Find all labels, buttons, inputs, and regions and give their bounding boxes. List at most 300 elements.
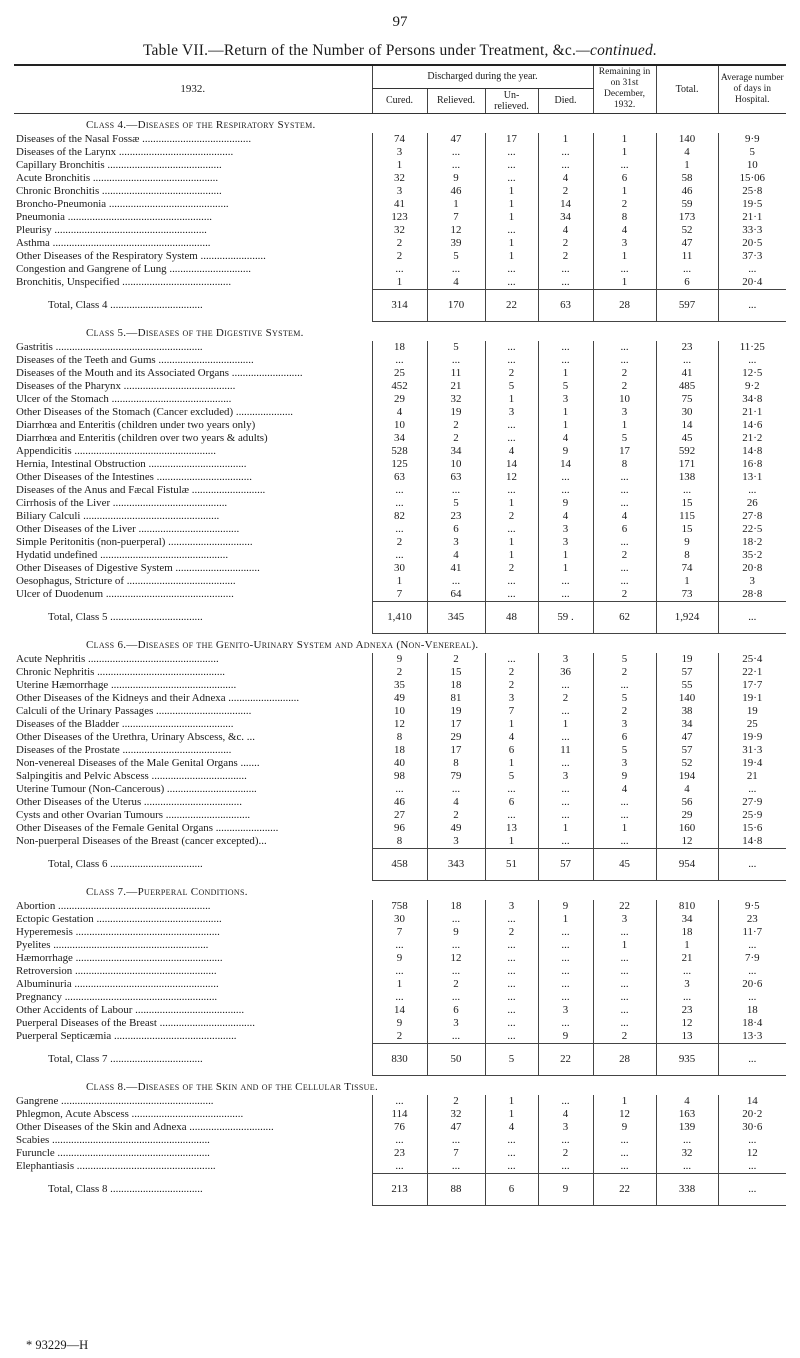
cell-value: 1: [485, 185, 538, 198]
cell-value: 1: [485, 393, 538, 406]
return-table: [14, 66, 786, 1206]
cell-value: ...: [485, 783, 538, 796]
cell-value: 3: [485, 900, 538, 913]
cell-value: 12: [427, 952, 485, 965]
cell-value: 9: [372, 653, 427, 666]
cell-value: 47: [656, 237, 718, 250]
cell-value: 21·1: [718, 406, 786, 419]
cell-value: 3: [593, 757, 656, 770]
row-label: Diseases of the Larynx ..........................................: [16, 145, 234, 158]
cell-value: 14·8: [718, 445, 786, 458]
cell-value: 5: [593, 692, 656, 705]
cell-value: ...: [485, 341, 538, 354]
class-title: Class 4.—Diseases of the Respiratory System.: [86, 118, 316, 131]
cell-value: 4: [485, 445, 538, 458]
cell-value: 123: [372, 211, 427, 224]
cell-value: 3: [485, 692, 538, 705]
cell-value: 17: [485, 133, 538, 146]
row-label: Asthma ..........................................................: [16, 236, 211, 249]
cell-value: ...: [538, 1134, 593, 1147]
total-value: 22: [485, 289, 538, 321]
cell-value: 4: [485, 731, 538, 744]
cell-value: 3: [427, 1017, 485, 1030]
total-row: [14, 1173, 786, 1205]
cell-value: 23: [427, 510, 485, 523]
cell-value: 16·8: [718, 458, 786, 471]
total-value: 28: [593, 289, 656, 321]
cell-value: 82: [372, 510, 427, 523]
total-value: 9: [538, 1173, 593, 1205]
total-value: 1,410: [372, 601, 427, 633]
row-label: Congestion and Gangrene of Lung ..............................: [16, 262, 252, 275]
table-row: [14, 575, 786, 588]
row-label: Hernia, Intestinal Obstruction ....................................: [16, 457, 247, 470]
cell-value: ...: [593, 497, 656, 510]
cell-value: ...: [656, 1160, 718, 1174]
table-row: [14, 718, 786, 731]
total-value: 338: [656, 1173, 718, 1205]
cell-value: 20·4: [718, 276, 786, 290]
total-value: 45: [593, 848, 656, 880]
row-label: Pleurisy ........................................................: [16, 223, 207, 236]
row-label: Diseases of the Pharynx .........................................: [16, 379, 236, 392]
class-header-row: [14, 113, 786, 133]
cell-value: 8: [593, 458, 656, 471]
row-label: Other Diseases of the Urethra, Urinary Abscess, &c. ...: [16, 730, 255, 743]
table-row: [14, 159, 786, 172]
cell-value: 12: [427, 224, 485, 237]
cell-value: ...: [427, 484, 485, 497]
row-label: Appendicitis ....................................................: [16, 444, 216, 457]
cell-value: 30: [372, 562, 427, 575]
cell-value: ...: [538, 705, 593, 718]
row-label: Uterine Tumour (Non-Cancerous) .................................: [16, 782, 257, 795]
cell-value: ...: [538, 1095, 593, 1108]
cell-value: 3: [538, 1121, 593, 1134]
row-label: Hydatid undefined ...............................................: [16, 548, 229, 561]
cell-value: 4: [593, 224, 656, 237]
cell-value: 3: [656, 978, 718, 991]
cell-value: 21: [718, 770, 786, 783]
cell-value: 194: [656, 770, 718, 783]
cell-value: ...: [485, 965, 538, 978]
cell-value: ...: [485, 276, 538, 290]
cell-value: 6: [485, 796, 538, 809]
total-value: 170: [427, 289, 485, 321]
table-row: [14, 900, 786, 913]
cell-value: ...: [718, 484, 786, 497]
cell-value: 19: [427, 705, 485, 718]
total-value: 1,924: [656, 601, 718, 633]
total-value: ...: [718, 1043, 786, 1075]
cell-value: 3: [593, 237, 656, 250]
cell-value: 74: [372, 133, 427, 146]
class-header-row: [14, 321, 786, 341]
cell-value: 13·3: [718, 1030, 786, 1044]
cell-value: ...: [593, 978, 656, 991]
cell-value: 114: [372, 1108, 427, 1121]
cell-value: 1: [427, 198, 485, 211]
cell-value: 3: [593, 718, 656, 731]
total-value: 51: [485, 848, 538, 880]
cell-value: 3: [593, 913, 656, 926]
cell-value: ...: [485, 1004, 538, 1017]
class-title: Class 8.—Diseases of the Skin and of the Cellular Tissue.: [86, 1080, 378, 1093]
cell-value: ...: [538, 679, 593, 692]
page-number: 97: [392, 14, 408, 30]
cell-value: 12: [718, 1147, 786, 1160]
cell-value: 64: [427, 588, 485, 602]
cell-value: 4: [656, 146, 718, 159]
cell-value: 35·2: [718, 549, 786, 562]
cell-value: ...: [538, 159, 593, 172]
row-label: Other Accidents of Labour ........................................: [16, 1003, 245, 1016]
total-value: ...: [718, 289, 786, 321]
cell-value: ...: [538, 471, 593, 484]
total-label: Total, Class 4 ..................................: [48, 298, 203, 311]
cell-value: 7: [427, 211, 485, 224]
cell-value: 18: [372, 341, 427, 354]
cell-value: 4: [656, 1095, 718, 1108]
cell-value: 73: [656, 588, 718, 602]
cell-value: ...: [538, 809, 593, 822]
row-label: Salpingitis and Pelvic Abscess ...................................: [16, 769, 247, 782]
cell-value: 1: [538, 133, 593, 146]
cell-value: 38: [656, 705, 718, 718]
cell-value: ...: [485, 354, 538, 367]
cell-value: 9: [427, 172, 485, 185]
cell-value: 23: [718, 913, 786, 926]
cell-value: ...: [427, 991, 485, 1004]
cell-value: ...: [593, 354, 656, 367]
cell-value: 4: [538, 172, 593, 185]
row-label: Non-venereal Diseases of the Male Genital Organs .......: [16, 756, 260, 769]
table-row: [14, 250, 786, 263]
cell-value: 2: [372, 237, 427, 250]
row-label: Other Diseases of the Respiratory System ........................: [16, 249, 266, 262]
cell-value: ...: [372, 783, 427, 796]
row-label: Diseases of the Anus and Fæcal Fistulæ ...........................: [16, 483, 266, 496]
cell-value: 25·8: [718, 185, 786, 198]
row-label: Other Diseases of the Female Genital Organs .......................: [16, 821, 279, 834]
cell-value: 52: [656, 224, 718, 237]
cell-value: ...: [593, 835, 656, 849]
table-row: [14, 692, 786, 705]
cell-value: 1: [485, 757, 538, 770]
row-label: Capillary Bronchitis ..........................................: [16, 158, 222, 171]
cell-value: 19: [656, 653, 718, 666]
cell-value: ...: [718, 1134, 786, 1147]
cell-value: 41: [427, 562, 485, 575]
cell-value: 96: [372, 822, 427, 835]
cell-value: 23: [372, 1147, 427, 1160]
cell-value: 18·4: [718, 1017, 786, 1030]
cell-value: 4: [656, 783, 718, 796]
table-row: [14, 562, 786, 575]
table-row: [14, 172, 786, 185]
cell-value: 12: [593, 1108, 656, 1121]
cell-value: 9·9: [718, 133, 786, 146]
cell-value: 14·8: [718, 835, 786, 849]
table-row: [14, 276, 786, 290]
row-label: Calculi of the Urinary Passages ...................................: [16, 704, 252, 717]
row-label: Broncho-Pneumonia ............................................: [16, 197, 229, 210]
cell-value: 11·7: [718, 926, 786, 939]
table-header: [14, 66, 786, 113]
table-row: [14, 679, 786, 692]
cell-value: ...: [485, 913, 538, 926]
table-row: [14, 783, 786, 796]
table-row: [14, 1134, 786, 1147]
cell-value: ...: [538, 796, 593, 809]
cell-value: 1: [485, 198, 538, 211]
class-header-row: [14, 880, 786, 900]
cell-value: 4: [538, 1108, 593, 1121]
cell-value: ...: [485, 1134, 538, 1147]
cell-value: ...: [593, 1147, 656, 1160]
cell-value: 63: [372, 471, 427, 484]
cell-value: 49: [372, 692, 427, 705]
table-row: [14, 939, 786, 952]
cell-value: ...: [427, 263, 485, 276]
table-row: [14, 185, 786, 198]
cell-value: 1: [656, 575, 718, 588]
cell-value: 4: [427, 796, 485, 809]
cell-value: 2: [538, 250, 593, 263]
table-row: [14, 731, 786, 744]
cell-value: 125: [372, 458, 427, 471]
row-label: Scabies ..........................................................: [16, 1133, 210, 1146]
cell-value: 3: [427, 835, 485, 849]
cell-value: 2: [593, 588, 656, 602]
total-label: Total, Class 6 ..................................: [48, 857, 203, 870]
cell-value: 15: [656, 523, 718, 536]
table-row: [14, 809, 786, 822]
cell-value: 4: [372, 406, 427, 419]
cell-value: 5: [593, 432, 656, 445]
cell-value: ...: [538, 783, 593, 796]
cell-value: 31·3: [718, 744, 786, 757]
cell-value: 9: [593, 1121, 656, 1134]
row-label: Retroversion ....................................................: [16, 964, 217, 977]
cell-value: ...: [538, 965, 593, 978]
cell-value: 2: [593, 666, 656, 679]
cell-value: ...: [538, 484, 593, 497]
cell-value: 1: [372, 159, 427, 172]
cell-value: 20·2: [718, 1108, 786, 1121]
total-value: 50: [427, 1043, 485, 1075]
cell-value: 19·1: [718, 692, 786, 705]
table-row: [14, 458, 786, 471]
cell-value: 2: [485, 926, 538, 939]
total-header: Total.: [656, 66, 718, 113]
cell-value: ...: [718, 991, 786, 1004]
table-row: [14, 653, 786, 666]
cell-value: ...: [485, 991, 538, 1004]
cell-value: 3: [718, 575, 786, 588]
cell-value: ...: [485, 952, 538, 965]
cell-value: 3: [538, 393, 593, 406]
cell-value: 36: [538, 666, 593, 679]
relieved-header: Relieved.: [427, 88, 485, 113]
cell-value: 14·6: [718, 419, 786, 432]
cell-value: ...: [427, 939, 485, 952]
total-value: 22: [593, 1173, 656, 1205]
cell-value: 9: [538, 900, 593, 913]
cell-value: ...: [372, 1134, 427, 1147]
table-row: [14, 1160, 786, 1174]
total-value: ...: [718, 848, 786, 880]
table-row: [14, 432, 786, 445]
cell-value: 1: [372, 575, 427, 588]
cell-value: ...: [427, 159, 485, 172]
cell-value: 485: [656, 380, 718, 393]
cell-value: 18: [718, 1004, 786, 1017]
table-row: [14, 835, 786, 849]
cell-value: 5: [593, 744, 656, 757]
cell-value: ...: [372, 991, 427, 1004]
cell-value: 14: [485, 458, 538, 471]
table-row: [14, 757, 786, 770]
cell-value: 1: [485, 549, 538, 562]
cell-value: 18: [656, 926, 718, 939]
cell-value: 6: [593, 731, 656, 744]
cell-value: 5: [427, 250, 485, 263]
cell-value: 1: [593, 185, 656, 198]
title-main: Table VII.—Return of the Number of Persons under Treatment, &c.: [142, 42, 577, 59]
cell-value: 27: [372, 809, 427, 822]
cell-value: 34: [538, 211, 593, 224]
cell-value: 8: [372, 731, 427, 744]
cell-value: 1: [538, 718, 593, 731]
row-label: Other Diseases of the Stomach (Cancer excluded) .....................: [16, 405, 294, 418]
year-header: 1932.: [14, 66, 372, 113]
cell-value: 14: [538, 458, 593, 471]
cell-value: 2: [593, 198, 656, 211]
cell-value: 2: [593, 380, 656, 393]
cell-value: 1: [372, 978, 427, 991]
cell-value: 1: [593, 276, 656, 290]
class-header-row: [14, 1075, 786, 1095]
cell-value: 8: [372, 835, 427, 849]
cell-value: 4: [538, 224, 593, 237]
table-row: [14, 952, 786, 965]
cell-value: 32: [372, 172, 427, 185]
cell-value: ...: [718, 939, 786, 952]
row-label: Diseases of the Teeth and Gums ...................................: [16, 353, 254, 366]
cell-value: ...: [485, 263, 538, 276]
cell-value: ...: [427, 146, 485, 159]
cell-value: 35: [372, 679, 427, 692]
cell-value: 452: [372, 380, 427, 393]
total-value: ...: [718, 601, 786, 633]
table-row: [14, 354, 786, 367]
cell-value: 22: [593, 900, 656, 913]
cell-value: 1: [485, 536, 538, 549]
cell-value: 98: [372, 770, 427, 783]
footer-note: * 93229—H: [26, 1338, 89, 1352]
cell-value: 5: [538, 380, 593, 393]
cell-value: 3: [538, 523, 593, 536]
cell-value: ...: [372, 523, 427, 536]
cell-value: ...: [593, 575, 656, 588]
cell-value: 81: [427, 692, 485, 705]
cell-value: 11: [427, 367, 485, 380]
cell-value: ...: [593, 484, 656, 497]
cell-value: ...: [593, 536, 656, 549]
table-row: [14, 380, 786, 393]
cell-value: ...: [538, 1017, 593, 1030]
row-label: Bronchitis, Unspecified ........................................: [16, 275, 232, 288]
row-label: Diarrhœa and Enteritis (children over two years & adults): [16, 431, 268, 444]
cell-value: 59: [656, 198, 718, 211]
table-row: [14, 497, 786, 510]
total-value: 314: [372, 289, 427, 321]
cell-value: 10: [372, 705, 427, 718]
cell-value: 1: [538, 367, 593, 380]
cell-value: 5: [427, 341, 485, 354]
row-label: Hyperemesis .....................................................: [16, 925, 220, 938]
cell-value: ...: [485, 523, 538, 536]
cell-value: 7: [485, 705, 538, 718]
row-label: Furuncle ........................................................: [16, 1146, 210, 1159]
cell-value: ...: [372, 1160, 427, 1174]
cell-value: ...: [718, 263, 786, 276]
cell-value: 2: [427, 419, 485, 432]
total-value: 954: [656, 848, 718, 880]
cell-value: 810: [656, 900, 718, 913]
table-row: [14, 965, 786, 978]
cell-value: 57: [656, 666, 718, 679]
total-value: ...: [718, 1173, 786, 1205]
table-body: [14, 113, 786, 1205]
cell-value: ...: [485, 432, 538, 445]
cell-value: 138: [656, 471, 718, 484]
cell-value: ...: [656, 1134, 718, 1147]
cell-value: 5: [485, 380, 538, 393]
cell-value: 23: [656, 1004, 718, 1017]
table-row: [14, 341, 786, 354]
cell-value: 163: [656, 1108, 718, 1121]
cell-value: 4: [427, 276, 485, 290]
cell-value: 10: [427, 458, 485, 471]
row-label: Hæmorrhage ......................................................: [16, 951, 223, 964]
row-label: Acute Nephritis ................................................: [16, 652, 219, 665]
cell-value: ...: [538, 575, 593, 588]
table-row: [14, 484, 786, 497]
total-row: [14, 289, 786, 321]
row-label: Diseases of the Mouth and its Associated Organs ..........................: [16, 366, 303, 379]
cell-value: 27·8: [718, 510, 786, 523]
cell-value: 32: [427, 1108, 485, 1121]
cell-value: 40: [372, 757, 427, 770]
cell-value: 4: [593, 510, 656, 523]
died-header: Died.: [538, 88, 593, 113]
cell-value: 1: [593, 146, 656, 159]
cell-value: 18: [427, 900, 485, 913]
row-label: Uterine Hæmorrhage ..............................................: [16, 678, 237, 691]
cell-value: 7: [427, 1147, 485, 1160]
cell-value: 34·8: [718, 393, 786, 406]
title-continued: —continued.: [576, 42, 658, 59]
cell-value: 12: [372, 718, 427, 731]
row-label: Other Diseases of the Skin and Adnexa ...............................: [16, 1120, 274, 1133]
cell-value: 2: [593, 549, 656, 562]
cell-value: 45: [656, 432, 718, 445]
cell-value: 9·5: [718, 900, 786, 913]
table-row: [14, 1147, 786, 1160]
cell-value: ...: [538, 341, 593, 354]
